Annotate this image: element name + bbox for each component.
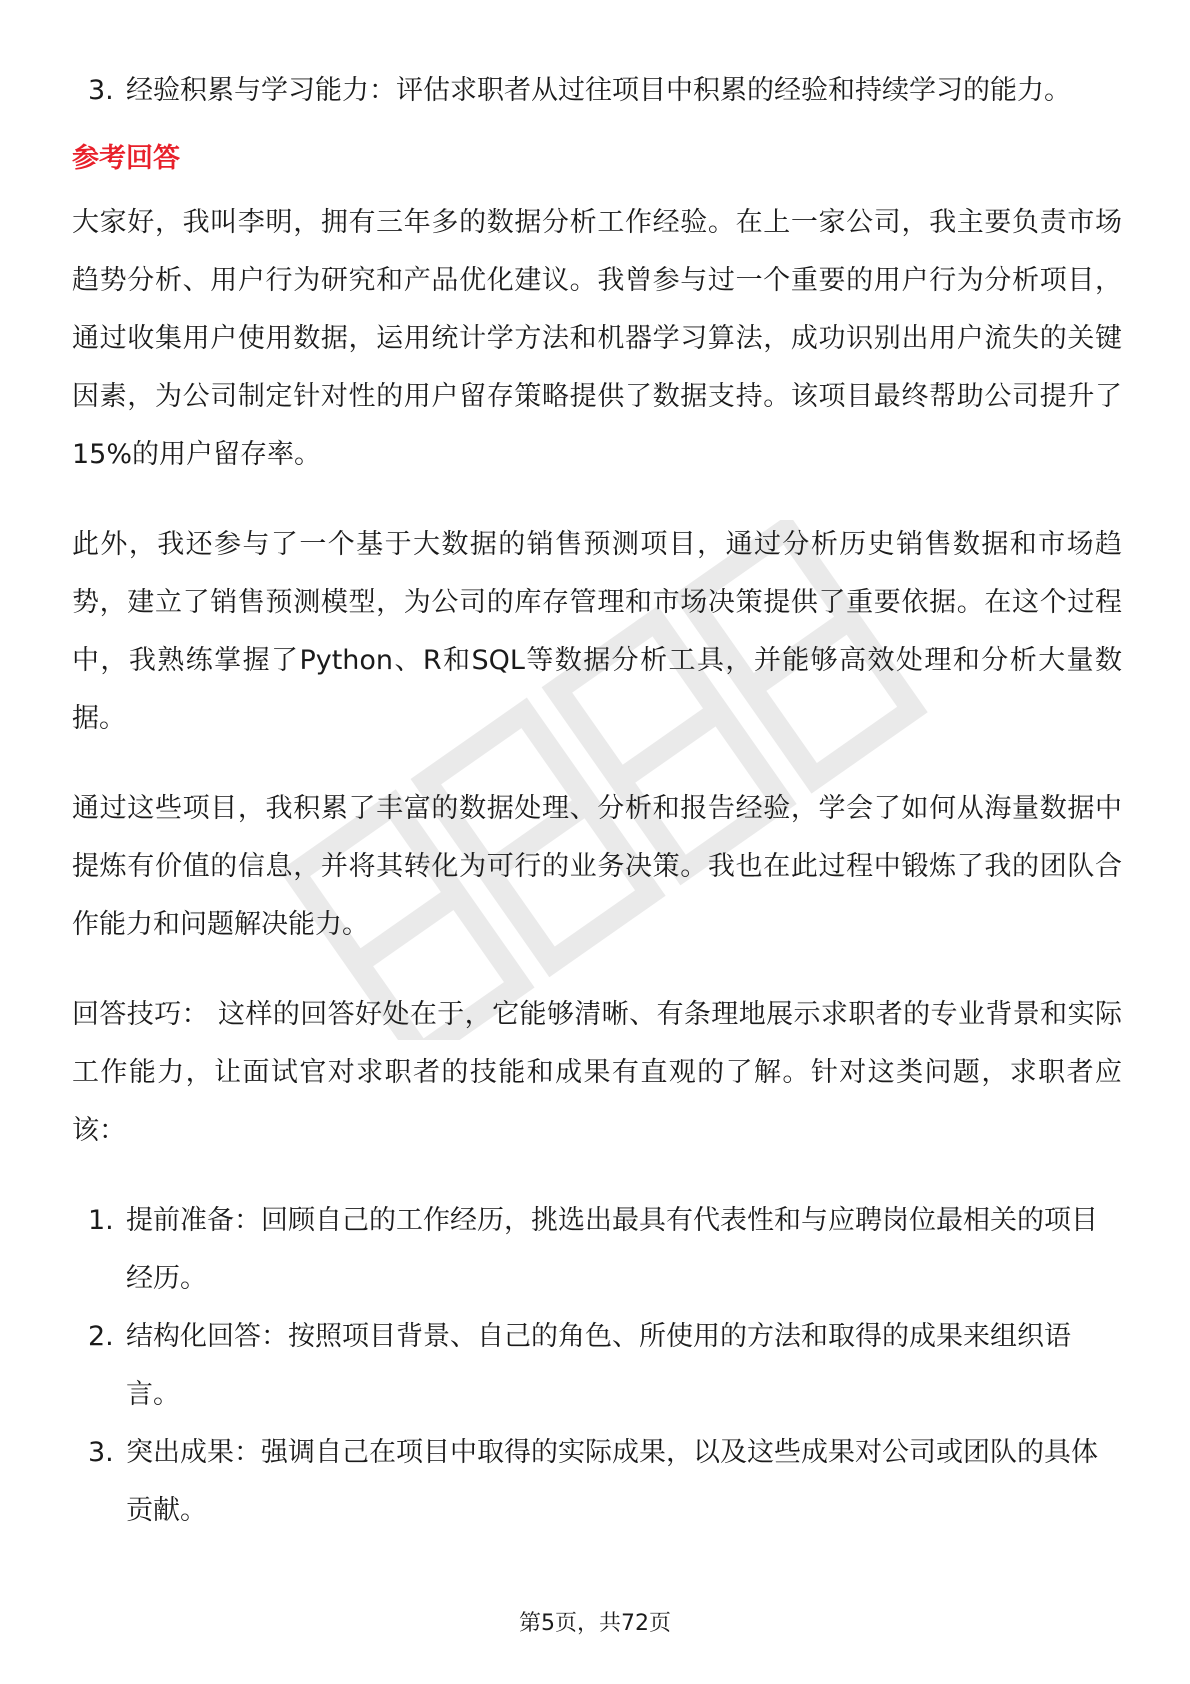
- list-item-number: 2.: [88, 1321, 114, 1352]
- list-item: [72, 62, 1122, 120]
- criteria-list: [72, 62, 1122, 120]
- list-item: [72, 1308, 1122, 1424]
- paragraph-summary: 通过这些项目，我积累了丰富的数据处理、分析和报告经验，学会了如何从海量数据中提炼有价值的信息，并将其转化为可行的业务决策。我也在此过程中锻炼了我的团队合作能力和问题解决能力。: [72, 793, 1122, 940]
- paragraph-tips: 回答技巧： 这样的回答好处在于，它能够清晰、有条理地展示求职者的专业背景和实际工作能力，让面试官对求职者的技能和成果有直观的了解。针对这类问题，求职者应该：: [72, 999, 1122, 1146]
- content-area: [72, 62, 1122, 1540]
- list-item-text: 提前准备：回顾自己的工作经历，挑选出最具有代表性和与应聘岗位最相关的项目经历。: [126, 1205, 1098, 1294]
- list-item-text: 经验积累与学习能力：评估求职者从过往项目中积累的经验和持续学习的能力。: [126, 75, 1071, 106]
- paragraph-intro: 大家好，我叫李明，拥有三年多的数据分析工作经验。在上一家公司，我主要负责市场趋势分析、用户行为研究和产品优化建议。我曾参与过一个重要的用户行为分析项目，通过收集用户使用数据，运用统计学方法和机器学习算法，成功识别出用户流失的关键因素，为公司制定针对性的用户留存策略提供了数据支持。该项目最终帮助公司提升了15%的用户留存率。: [72, 207, 1122, 470]
- list-item-number: 1.: [88, 1205, 114, 1236]
- list-item-number: 3.: [88, 1437, 114, 1468]
- list-item: [72, 1424, 1122, 1540]
- tips-list: [72, 1192, 1122, 1540]
- list-item: [72, 1192, 1122, 1308]
- list-item-number: 3.: [88, 75, 114, 106]
- list-item-text: 结构化回答：按照项目背景、自己的角色、所使用的方法和取得的成果来组织语言。: [126, 1321, 1071, 1410]
- answer-heading: 参考回答: [72, 143, 180, 174]
- page-footer: 第5页，共72页: [519, 1611, 671, 1636]
- paragraph-sales-project: 此外，我还参与了一个基于大数据的销售预测项目，通过分析历史销售数据和市场趋势，建立了销售预测模型，为公司的库存管理和市场决策提供了重要依据。在这个过程中，我熟练掌握了Python、R和SQL等数据分析工具，并能够高效处理和分析大量数据。: [72, 529, 1122, 734]
- list-item-text: 突出成果：强调自己在项目中取得的实际成果，以及这些成果对公司或团队的具体贡献。: [126, 1437, 1098, 1526]
